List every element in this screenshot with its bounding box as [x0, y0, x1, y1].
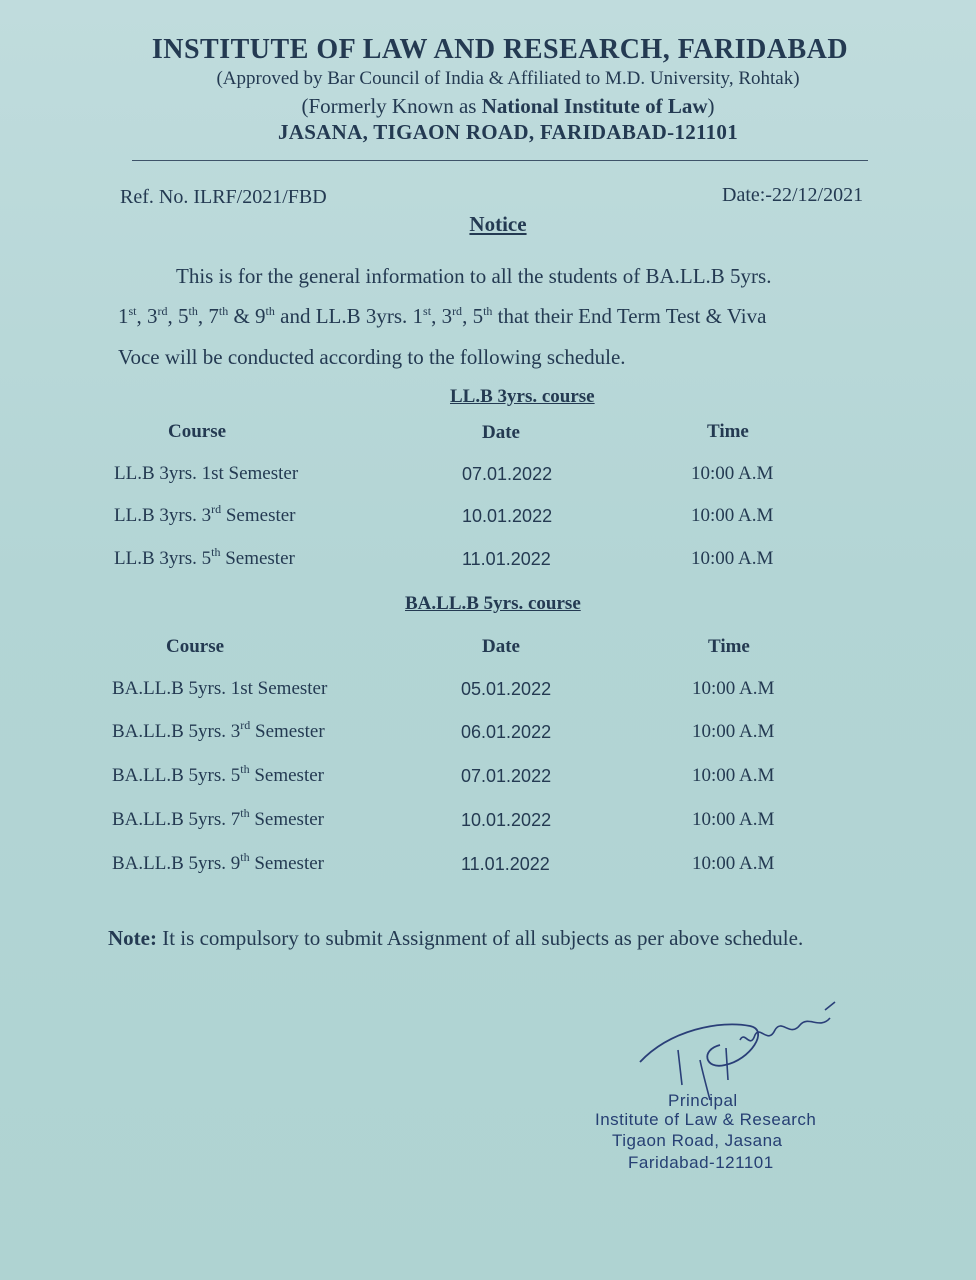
body-text-fragment: that their End Term Test & Viva: [492, 304, 767, 328]
course-name-tail: Semester: [221, 505, 296, 526]
body-text-fragment: , 5: [462, 304, 484, 328]
ballb-time-cell: 10:00 A.M: [692, 678, 775, 699]
ordinal-suffix: th: [211, 545, 221, 559]
ballb-course-cell: [112, 762, 324, 787]
institute-title: INSTITUTE OF LAW AND RESEARCH, FARIDABAD: [151, 34, 849, 65]
body-text-fragment: , 7: [197, 304, 219, 328]
ordinal-suffix: th: [240, 806, 250, 820]
ballb-time-cell: 10:00 A.M: [692, 765, 775, 786]
llb-section-heading: LL.B 3yrs. course: [450, 386, 595, 407]
stamp-city: Faridabad-121101: [628, 1153, 774, 1172]
body-text-fragment: , 3: [431, 304, 453, 328]
course-name: BA.LL.B 5yrs. 9: [112, 853, 241, 874]
body-text-fragment: 1: [118, 304, 129, 328]
ordinal-suffix: th: [240, 762, 250, 776]
llb-time-cell: 10:00 A.M: [691, 505, 774, 526]
course-name: LL.B 3yrs. 3: [114, 505, 212, 526]
ballb-time-cell: 10:00 A.M: [692, 853, 775, 874]
body-text-fragment: and LL.B 3yrs. 1: [274, 304, 424, 328]
llb-col-course: Course: [168, 421, 227, 442]
ballb-time-cell: 10:00 A.M: [692, 721, 775, 742]
course-name-tail: Semester: [249, 765, 324, 786]
course-name: BA.LL.B 5yrs. 3: [112, 721, 241, 742]
body-text-fragment: & 9: [228, 304, 266, 328]
principal-signature: [630, 990, 850, 1110]
llb-course-cell: [114, 502, 296, 527]
ballb-course-cell: [112, 850, 324, 875]
institute-address: JASANA, TIGAON ROAD, FARIDABAD-121101: [277, 120, 739, 144]
former-prefix: (Formerly Known as: [301, 94, 482, 118]
ordinal-suffix: th: [218, 304, 229, 318]
llb-col-time: Time: [707, 421, 749, 442]
body-text-fragment: , 3: [136, 304, 158, 328]
llb-date-cell: 10.01.2022: [462, 506, 553, 526]
body-line-2: [118, 304, 766, 329]
ballb-date-cell: 10.01.2022: [461, 810, 552, 830]
ordinal-suffix: st: [128, 304, 137, 318]
llb-time-cell: 10:00 A.M: [691, 463, 774, 484]
ballb-date-cell: 05.01.2022: [461, 679, 552, 699]
note-text: It is compulsory to submit Assignment of all subjects as per above schedule.: [156, 926, 804, 950]
ordinal-suffix: th: [188, 304, 198, 318]
course-name: BA.LL.B 5yrs. 7: [112, 809, 241, 830]
course-name: BA.LL.B 5yrs. 1st Semester: [112, 678, 328, 699]
notice-date: Date:-22/12/2021: [722, 184, 864, 206]
ballb-col-date: Date: [482, 636, 520, 657]
former-name-line: [20, 94, 976, 119]
course-name-tail: Semester: [250, 721, 325, 742]
ballb-course-cell: [112, 718, 325, 743]
ordinal-suffix: st: [423, 304, 432, 318]
approval-line: (Approved by Bar Council of India & Affiliated to M.D. University, Rohtak): [216, 68, 800, 89]
ordinal-suffix: rd: [211, 502, 222, 516]
ballb-course-cell: [112, 806, 324, 831]
course-name-tail: Semester: [249, 853, 324, 874]
llb-date-cell: 07.01.2022: [462, 464, 553, 484]
llb-time-cell: 10:00 A.M: [691, 548, 774, 569]
ballb-course-cell: [112, 678, 327, 700]
stamp-designation: Principal: [668, 1091, 738, 1110]
former-suffix: ): [707, 94, 715, 118]
ordinal-suffix: th: [265, 304, 275, 318]
ordinal-suffix: th: [483, 304, 493, 318]
note-line: [108, 926, 803, 951]
course-name: LL.B 3yrs. 1st Semester: [114, 463, 299, 484]
ballb-time-cell: 10:00 A.M: [692, 809, 775, 830]
body-line-1: This is for the general information to all the students of BA.LL.B 5yrs.: [176, 264, 772, 288]
stamp-road: Tigaon Road, Jasana: [612, 1131, 783, 1150]
llb-course-cell: [114, 463, 298, 485]
course-name: LL.B 3yrs. 5: [114, 548, 212, 569]
ballb-date-cell: 06.01.2022: [461, 722, 552, 742]
llb-col-date: Date: [482, 422, 520, 443]
ordinal-suffix: rd: [240, 718, 251, 732]
former-name: National Institute of Law: [481, 94, 708, 118]
reference-number: Ref. No. ILRF/2021/FBD: [120, 186, 327, 208]
ballb-col-course: Course: [166, 636, 225, 657]
ordinal-suffix: rd: [157, 304, 168, 318]
llb-date-cell: 11.01.2022: [462, 549, 551, 569]
ballb-col-time: Time: [708, 636, 750, 657]
ordinal-suffix: rd: [452, 304, 463, 318]
ballb-date-cell: 07.01.2022: [461, 766, 552, 786]
notice-heading: Notice: [469, 212, 527, 236]
course-name-tail: Semester: [220, 548, 295, 569]
course-name: BA.LL.B 5yrs. 5: [112, 765, 241, 786]
body-line-3: Voce will be conducted according to the following schedule.: [118, 345, 626, 369]
body-text-fragment: , 5: [167, 304, 189, 328]
ordinal-suffix: th: [240, 850, 250, 864]
stamp-institute: Institute of Law & Research: [595, 1110, 817, 1129]
note-label: Note:: [108, 926, 157, 950]
ballb-section-heading: BA.LL.B 5yrs. course: [405, 593, 581, 614]
llb-course-cell: [114, 545, 295, 570]
header-divider: [132, 160, 868, 161]
course-name-tail: Semester: [249, 809, 324, 830]
ballb-date-cell: 11.01.2022: [461, 854, 550, 874]
